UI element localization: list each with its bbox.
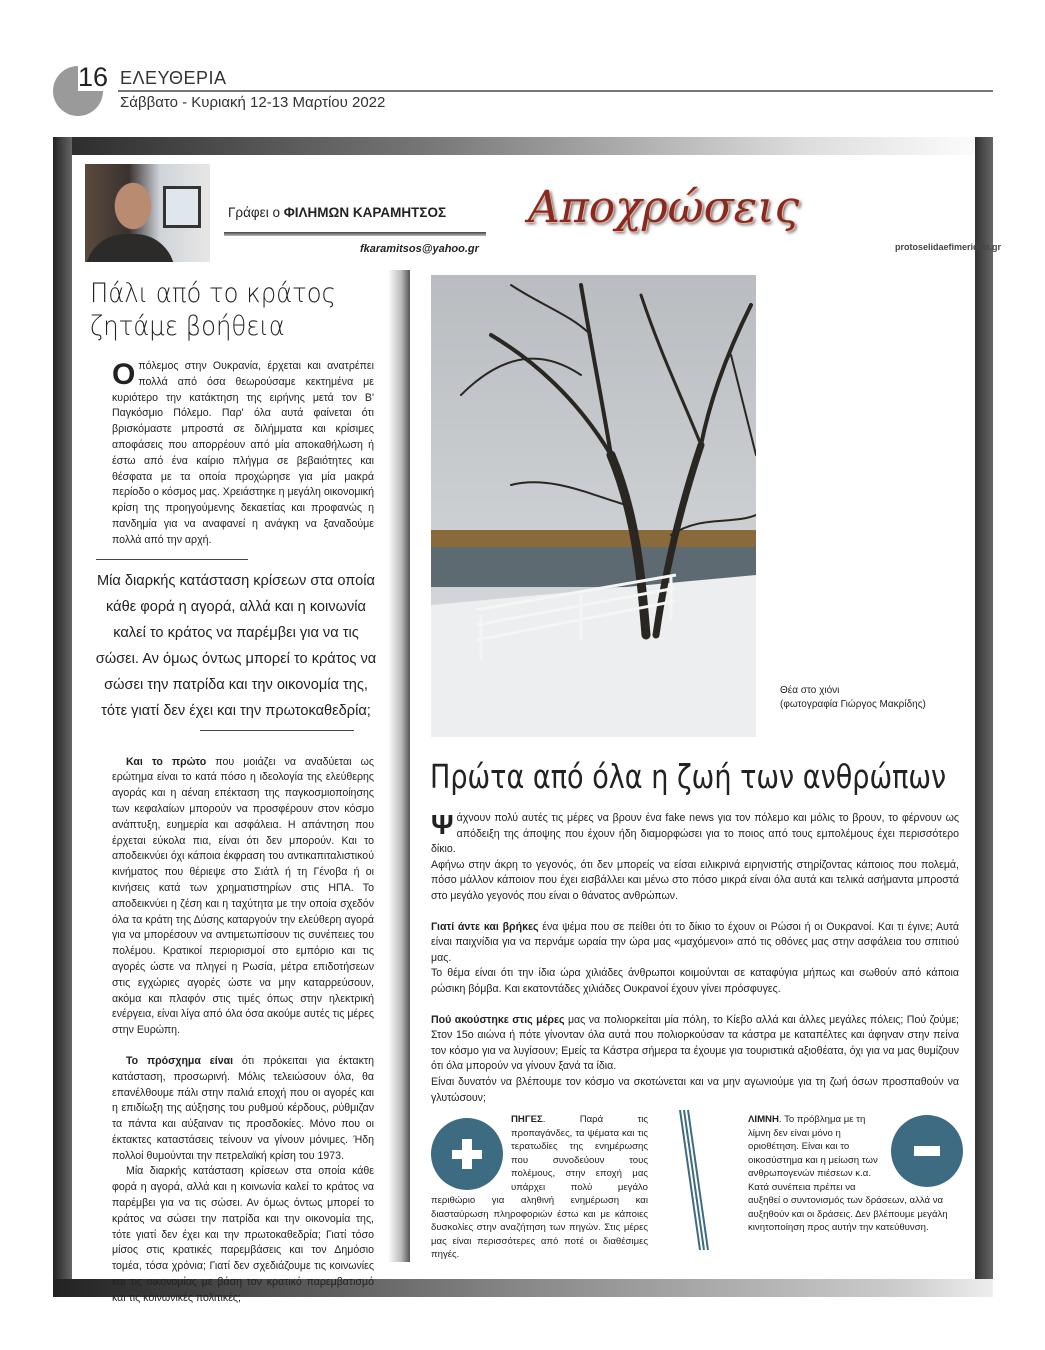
paragraph-lead: Το πρόσχημα είναι — [126, 1054, 234, 1067]
watermark: protoselidaefimeridon.gr — [895, 242, 1002, 252]
cons-text-tail: οι δράσεις. Δεν βλέπουμε μεγάλη κινητοποίηση προς αυτήν την κατεύθυνση. — [748, 1208, 948, 1233]
caption-credit: (φωτογραφία Γιώργος Μακρίδης) — [780, 699, 926, 710]
paragraph-lead: Και το πρώτο — [126, 755, 207, 768]
caption-title: Θέα στο χιόνι — [780, 685, 840, 696]
pull-quote: Μία διαρκής κατάσταση κρίσεων στα οποία κάθε φορά η αγορά, αλλά και η κοινωνία καλεί το κράτος να παρέμβει για να τις σώσει. Αν όμως όντως μπορεί το κράτος να σώσει την πατρίδα και την οικονομία της, τότε γιατί δεν έχει και την πρωτοκαθεδρία; — [95, 572, 377, 719]
drop-cap: Ο — [112, 358, 136, 391]
author-email[interactable]: fkaramitsos@yahoo.gr — [360, 243, 479, 255]
paragraph-text: ένα ψέμα που σε πείθει ότι το δίκιο το έχουν οι Ρώσοι ή οι Ουκρανοί. Και τι έγινε; Αυτά είναι παιχνίδια για να περνάμε ωραία την ώρα μας «μαχόμενοι» από τις οθόνες μας στην ασφάλεια του σπιτιού μας. — [431, 920, 959, 964]
pros-text: . Παρά τις προπαγάνδες, τα ψέματα και τις τερατωδίες της ενημέρωσης που συνοδεύουν τους πολέμους, στην εποχή μας υπάρχει πολύ μεγάλο περιθώριο για αληθινή ενημέρωση και διασταύρωση πληροφοριών έστω και — [431, 1114, 648, 1220]
header-rule — [118, 90, 993, 92]
paragraph: Αφήνω στην άκρη το γεγονός, ότι δεν μπορείς να είσαι ειλικρινά ειρηνιστής στηρίζοντας κάποιος που πολεμά, πόσο μάλλον κάποιον που έχει εισβάλλει και μένω στο πόσο μικρά είναι όλα αυτά και τελικά ασήμαντα μπροστά στο μεγάλο γεγονός που είναι ο θάνατος ανθρώπων. — [431, 858, 959, 902]
paragraph — [431, 920, 959, 967]
frame-top — [53, 137, 993, 155]
divider-stripes — [672, 1105, 712, 1255]
left-column — [90, 277, 380, 1307]
byline-prefix: Γράφει ο — [228, 205, 284, 220]
paragraph-lead: Γιατί άντε και βρήκες — [431, 920, 539, 933]
paragraph: Το θέμα είναι ότι την ίδια ώρα χιλιάδες άνθρωποι κοιμούνται σε καταφύγια μήπως και σωθούν από κάποια ρώσικη βόμβα. Και εκατοντάδες χιλιάδες Ουκρανοί έχουν γίνει πρόσφυγες. — [431, 967, 959, 995]
cons-box — [748, 1113, 963, 1235]
quote-rule-bottom — [200, 730, 354, 731]
paragraph — [112, 755, 374, 1039]
frame-left — [53, 137, 72, 1297]
lead-paragraph — [112, 359, 374, 549]
page-number: 16 — [78, 62, 109, 92]
cons-text: . Το πρόβλημα με τη λίμνη δεν είναι μόνο η οριοθέτηση. Είναι και το οικοσύστημα και η μείωση των ανθρωπογενών πιέσεων κ.α. Κατά συνέπεια πρέπει να αυξηθεί ο συντονισμός των δράσεων, αλλά να αυξηθούν και — [748, 1114, 944, 1220]
paragraph: Μία διαρκής κατάσταση κρίσεων στα οποία κάθε φορά η αγορά, αλλά και η κοινωνία καλεί το κράτος να παρέμβει για να τις σώσει. Αν όμως όντως μπορεί το κράτος να σώσει την πατρίδα και την οικονομία της, τότε γιατί δεν έχει και την πρωτοκαθεδρία; Γιατί τόσο μίσος στις κρατικές παρεμβάσεις και τον Δημόσιο τομέα, τόσα χρόνια; Γιατί δεν σχεδιάζουμε τις κοινωνίες και τις οικονομίας με βάση τον κρατικό παρεμβατισμό και τις κοινωνικές πολιτικές; — [112, 1165, 374, 1304]
issue-date: Σάββατο - Κυριακή 12-13 Μαρτίου 2022 — [120, 94, 386, 111]
author-photo — [85, 164, 210, 262]
pros-box — [431, 1113, 648, 1262]
paragraph: Είναι δυνατόν να βλέπουμε τον κόσμο να σκοτώνεται και να μην αγωνιούμε για τη ζωή όσων προσπαθούν να γλυτώσουν; — [431, 1075, 959, 1104]
paragraph-text: ότι πρόκειται για έκτακτη κατάσταση, προσωρινή. Μόλις τελειώσουν όλα, θα επανέλθουμε πάλι στην παλιά εποχή που οι αγορές και η επιδίωξη της αύξησης του ρυθμού κέρδους, ρύθμιζαν τα πάντα και αύξαιναν τις προσδοκίες. Μόνο που οι έκτακτες καταστάσεις τείνουν να γίνουν μόνιμες. Ήδη πολλοί θυμούνται την πετρελαϊκή κρίση του 1973. — [112, 1054, 374, 1162]
byline — [228, 205, 446, 220]
pros-label: ΠΗΓΕΣ — [511, 1114, 543, 1125]
paragraph — [431, 811, 959, 858]
photo-caption — [780, 684, 926, 712]
paragraph-lead: Πού ακούστηκε στις μέρες — [431, 1013, 565, 1026]
author-name: ΦΙΛΗΜΩΝ ΚΑΡΑΜΗΤΣΟΣ — [283, 205, 447, 220]
drop-cap: Ψ — [431, 809, 454, 840]
column-separator — [388, 270, 410, 1262]
right-article-body — [431, 811, 959, 1106]
column-logo: Αποχρώσεις — [528, 182, 800, 233]
left-article-title: Πάλι από το κράτος ζητάμε βοήθεια — [90, 278, 336, 342]
newspaper-name: ΕΛΕΥΘΕΡΙΑ — [120, 68, 227, 88]
paragraph-text: που μοιάζει να αναδύεται ως ερώτημα είναι το κατά πόσο η ιδεολογία της ελεύθερης αγοράς και η αέναη επέκταση της παγκοσμιοποίησης των κεφαλαίων μπορούν να προσφέρουν στον κόσμο ανάπτυξη, ευημερία και ασφάλεια. Η απάντηση που έρχεται εύκολα πια, είναι ότι δεν μπορούν. Και το αποδεικνύει όχι κάποια έκφραση του αντικαπιταλιστικού κινήματος που θέριεψε στο Σιάτλ ή τη Γένοβα ή οι κινήσεις κατά των χρηματιστηρίων στις ΗΠΑ. Το αποδεικνύει η ζέση και η ταχύτητα με την οποία σχεδόν όλα τα κράτη της Δύσης καταργούν την ελεύθερη αγορά για να μπορέσουν να αντιμετωπίσουν τις συνέπειες του πολέμου. Κρατικοί περιορισμοί στο εμπόριο και τις αγορές ώστε να πληγεί η Ρωσία, μέτρα επιδοτήσεων στις εγχώριες αγορές ώστε να μην καταρρεύσουν, ακόμα και πλαφόν στις τιμές όπως στην ηλεκτρική ενέργεια, είναι λίγα από όλα όσα ακούμε αυτές τις μέρες στην Ευρώπη. — [112, 755, 374, 1037]
minus-icon — [891, 1115, 963, 1187]
paragraph-text: μας να πολιορκείται μία πόλη, το Κίεβο αλλά και άλλες μεγάλες πόλεις; Πού ζούμε; Στον 15ο αιώνα ή πότε γίνονταν όλα αυτά που πολιορκούσαν τα κάστρα με καταπέλτες και άφηναν στην πείνα τον κόσμο για να λυγίσουν; Εμείς τα Κάστρα σήμερα τα έχουμε για τουριστικά αξιοθέατα, όχι για να μας θυμίζουν ότι όλα μπορούν να γίνουν ξανά τα ίδια. — [431, 1013, 960, 1073]
paragraph-text: άχνουν πολύ αυτές τις μέρες να βρουν ένα fake news για τον πόλεμο και μόλις το βρουν, το φέρνουν ως απόδειξη της άποψης που έχουν ήδη διαμορφώσει για το ποιος από τους εμπολέμους έχει περισσότερο δίκιο. — [431, 812, 959, 856]
lead-text: πόλεμος στην Ουκρανία, έρχεται και ανατρέπει πολλά από όσα θεωρούσαμε κεκτημένα με κυριότερο την κατάκτηση της ειρήνης μετά τον Β' Παγκόσμιο Πόλεμο. Παρ' όλα αυτά φαίνεται ότι βρισκόμαστε μπροστά σε διλήμματα και κρίσιμες αποφάσεις που απορρέουν από μία αποκαθήλωση ή έστω από ένα καίριο πλήγμα σε βεβαιότητες και θέσφατα με τα οποία προχώρησε για μία μακρά περίοδο ο κόσμος μας. Χρειάστηκε η μεγάλη οικονομική κρίση της προηγούμενης δεκαετίας και προφανώς η πανδημία για να αναφανεί η ανάγκη να ξαναδούμε πολλά από την αρχή. — [112, 360, 374, 546]
paragraph — [431, 1013, 959, 1075]
snow-tree-photo — [431, 275, 756, 737]
cons-label: ΛΙΜΝΗ — [748, 1114, 779, 1125]
right-article-headline: Πρώτα από όλα η ζωή των ανθρώπων — [430, 757, 947, 796]
paragraph — [112, 1054, 374, 1165]
pros-text-tail: με κάποιες δυσκολίες στην αναζήτηση των πηγών. Στις μέρες μας είναι περισσότερες από ποτέ οι διαθέσιμες πηγές. — [431, 1208, 649, 1260]
left-article-body — [112, 755, 374, 1307]
plus-icon — [431, 1118, 503, 1190]
byline-rule — [224, 232, 486, 236]
quote-rule-top — [96, 559, 248, 560]
frame-right — [975, 137, 993, 1297]
